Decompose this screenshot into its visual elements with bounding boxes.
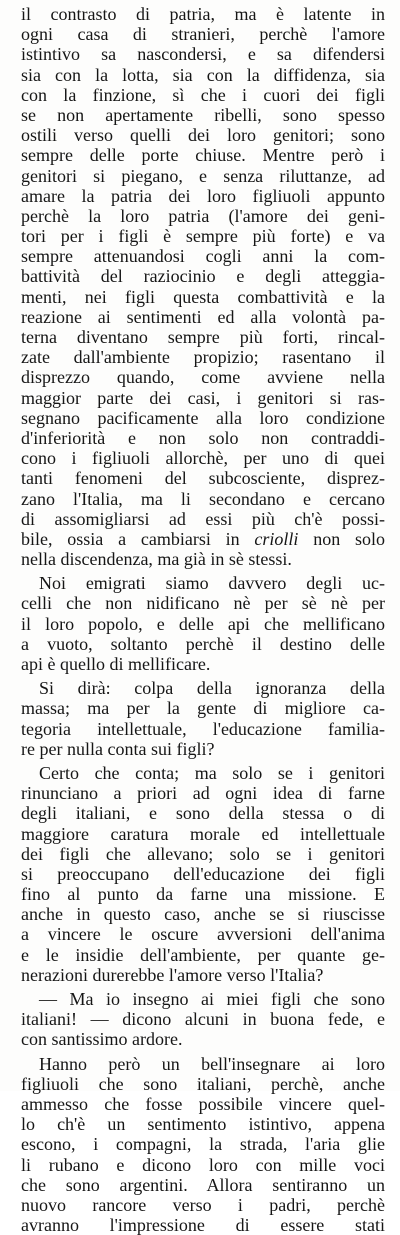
text-line: reazione ai sentimenti ed alla volontà pa-	[21, 306, 385, 327]
text-line: maggior parte dei casi, i genitori si ras-	[21, 387, 385, 408]
text-line: fino al punto da farne una missione. E	[21, 884, 385, 905]
text-line: con santissimo ardore.	[21, 1029, 183, 1050]
text-line: d'inferiorità e non solo non contraddi-	[21, 427, 385, 448]
text-line: li rubano e dicono loro con mille voci	[21, 1154, 385, 1175]
text-line: che sono argentini. Allora sentiranno un	[21, 1174, 385, 1195]
text-line: nuovo rancore verso i padri, perchè	[21, 1194, 385, 1215]
text-line: celli che non nidificano nè per sè nè per	[21, 593, 385, 614]
text-line: ostili verso quelli dei loro genitori; sono	[21, 125, 385, 146]
paragraph-2	[21, 573, 385, 674]
text-line: re per nulla conta sui figli?	[21, 738, 215, 759]
text-line: istintivo sa nascondersi, e sa difendersi	[21, 44, 385, 65]
text-line: ogni casa di stranieri, perchè l'amore	[21, 24, 385, 45]
paragraph-3	[21, 678, 385, 759]
text-line: segnano pacificamente alla loro condizione	[21, 407, 385, 428]
paragraph-1	[21, 4, 385, 569]
text-line: sempre delle porte chiuse. Mentre però i	[21, 145, 385, 166]
text-line: maggiore caratura morale ed intellettuale	[21, 823, 385, 844]
text-line: sempre attenuandosi cogli anni la com-	[21, 246, 385, 267]
text-line: massa; ma per la gente di migliore ca-	[21, 698, 385, 719]
text-line: avranno l'impressione di essere stati	[21, 1215, 385, 1235]
text-line: amare la patria dei loro figliuoli appunto	[21, 185, 385, 206]
paragraph-4	[21, 763, 385, 985]
article-text-column	[21, 4, 385, 1235]
text-line: — Ma io insegno ai miei figli che sono	[39, 989, 385, 1009]
text-line: tegoria intellettuale, l'educazione familia-	[21, 718, 385, 739]
text-line: Hanno però un bell'insegnare ai loro	[39, 1053, 385, 1074]
text-line: battività del raziocinio e degli atteggia-	[21, 266, 385, 287]
text-line: dei figli che allevano; solo se i genitori	[21, 843, 385, 864]
text-line: nella discendenza, ma già in sè stessi.	[21, 549, 292, 570]
text-line: nerazioni durerebbe l'amore verso l'Italia?	[21, 964, 324, 985]
text-line: genitori si piegano, e senza riluttanze, ad	[21, 165, 385, 186]
text-line: ammesso che fosse possibile vincere quel-	[21, 1093, 385, 1114]
italic-word: criolli	[254, 528, 299, 549]
text-line: si preoccupano dell'educazione dei figli	[21, 863, 385, 884]
text-line: figliuoli che sono italiani, perchè, anche	[21, 1073, 385, 1094]
text-line: di assomigliarsi ad essi più ch'è possi-	[21, 508, 385, 529]
text-line: a vuoto, soltanto perchè il destino delle	[21, 633, 385, 654]
text-line: tori per i figli è sempre più forte) e va	[21, 226, 385, 247]
text-line: anche in questo caso, anche se si riuscisse	[21, 904, 385, 925]
text-line: se non apertamente ribelli, sono spesso	[21, 104, 385, 125]
paragraph-5	[21, 989, 385, 1050]
text-line: zano l'Italia, ma li secondano e cercano	[21, 488, 385, 509]
text-line: tanti fenomeni del subcosciente, disprez-	[21, 468, 385, 489]
text-line: con la finzione, sì che i cuori dei figli	[21, 84, 385, 105]
text-line: e le insidie dell'ambiente, per quante ge-	[21, 944, 385, 965]
text-line: zate dall'ambiente propizio; rasentano il	[21, 347, 385, 368]
text-line: il contrasto di patria, ma è latente in	[21, 4, 385, 24]
text-line: sia con la lotta, sia con la diffidenza, sia	[21, 64, 385, 85]
text-line: italiani! — dicono alcuni in buona fede, e	[21, 1009, 385, 1030]
text-line: rinunciano a priori ad ogni idea di farne	[21, 783, 385, 804]
paragraph-6	[21, 1054, 385, 1235]
text-line: escono, i compagni, la strada, l'aria glie	[21, 1134, 385, 1155]
text-line-with-italic: bile, ossia a cambiarsi in criolli non solo	[21, 528, 385, 549]
text-line: degli italiani, e sono della stessa o di	[21, 803, 385, 824]
text-line: api è quello di mellificare.	[21, 654, 211, 674]
text-line: disprezzo quando, come avviene nella	[21, 367, 385, 388]
text-line: Certo che conta; ma solo se i genitori	[39, 762, 385, 783]
text-line: Si dirà: colpa della ignoranza della	[39, 678, 385, 699]
text-line: il loro popolo, e delle api che mellificano	[21, 613, 385, 634]
text-line: perchè la loro patria (l'amore dei geni-	[21, 205, 385, 226]
text-line: lo ch'è un sentimento istintivo, appena	[21, 1114, 385, 1135]
text-line: a vincere le oscure avversioni dell'anima	[21, 924, 385, 945]
text-line: cono i figliuoli allorchè, per uno di quei	[21, 448, 385, 469]
text-line: menti, nei figli questa combattività e la	[21, 286, 385, 307]
text-line: terna diventano sempre più forti, rincal-	[21, 327, 385, 347]
text-line: Noi emigrati siamo davvero degli uc-	[39, 573, 385, 594]
